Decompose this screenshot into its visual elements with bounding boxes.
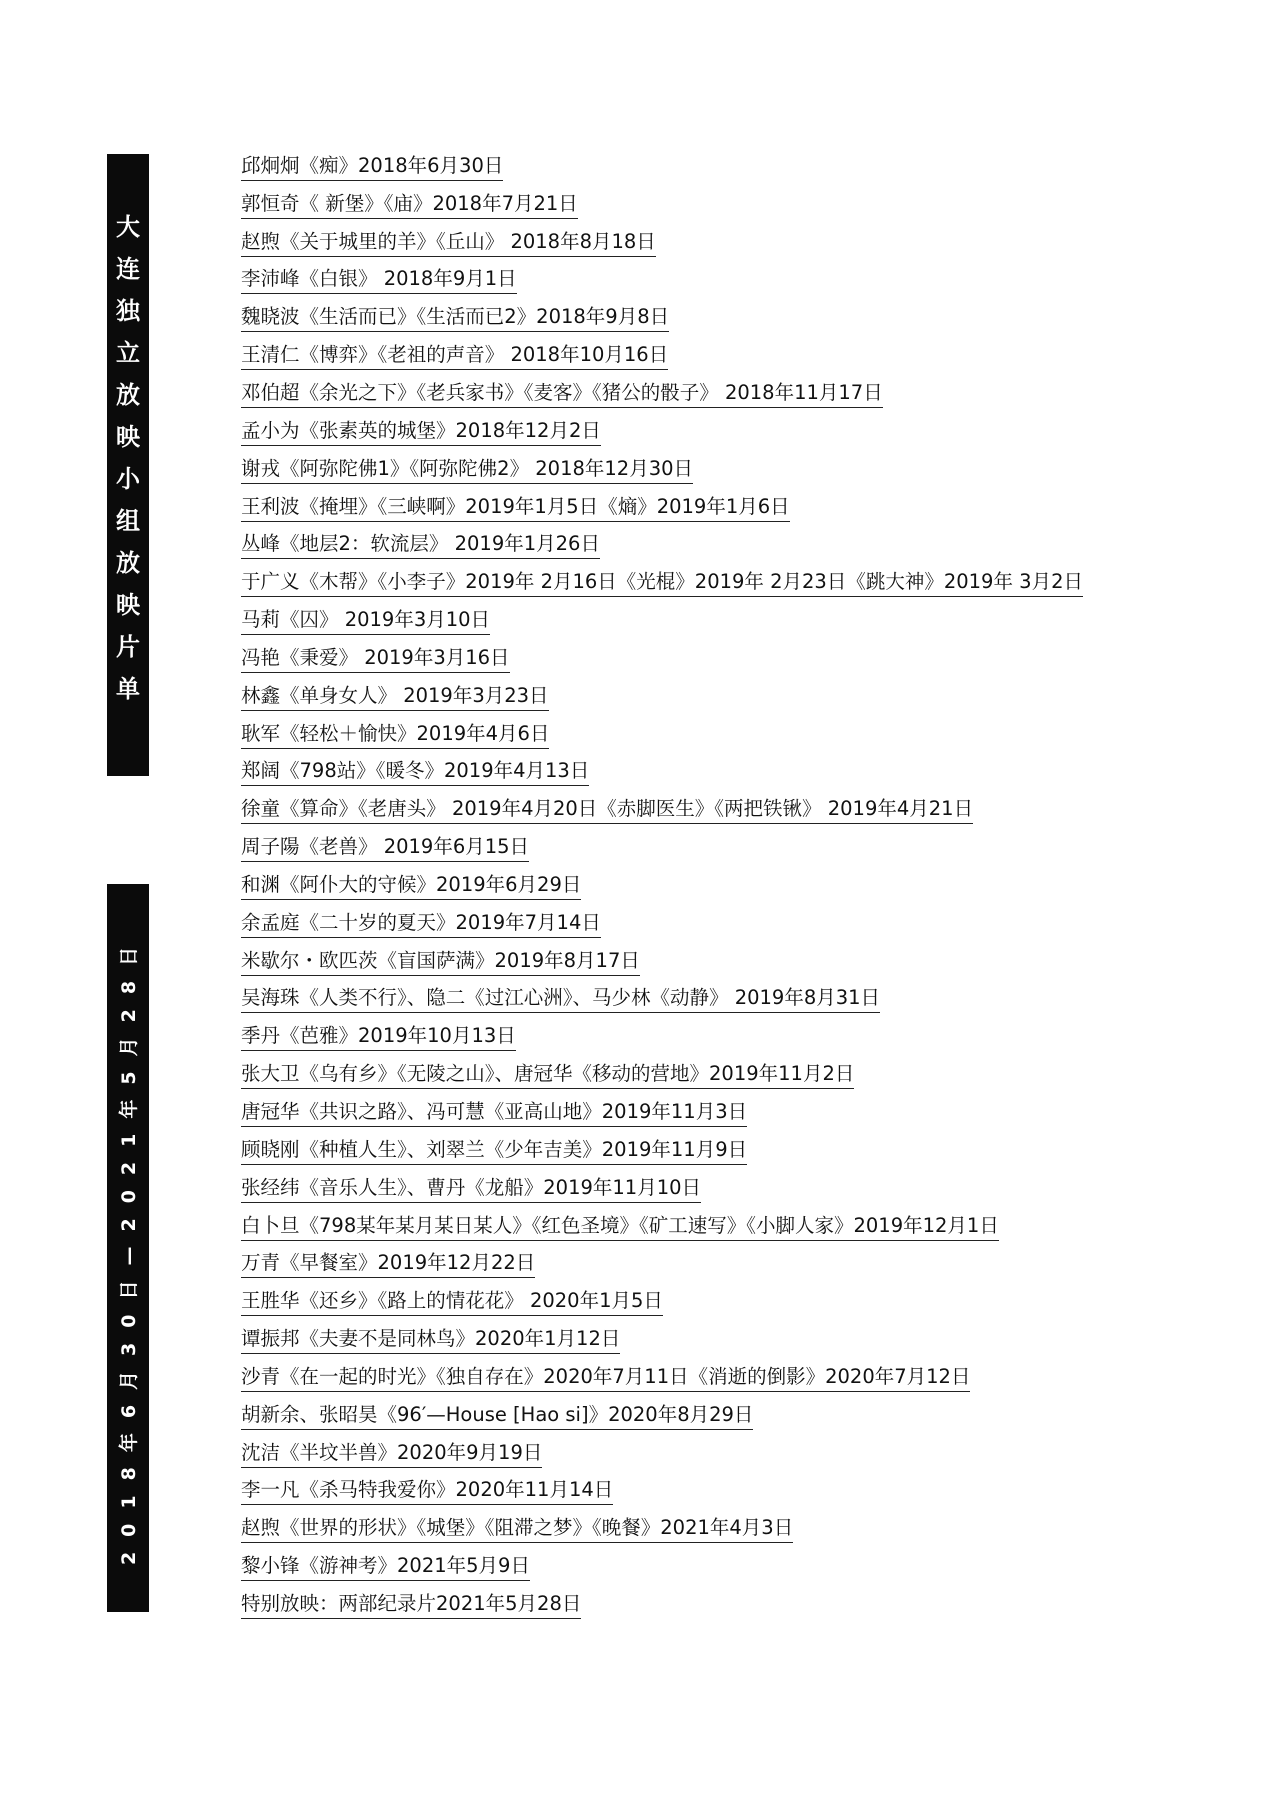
screening-item: [241, 1056, 1083, 1094]
screening-text: 赵煦《世界的形状》《城堡》《阻滞之梦》《晚餐》2021年4月3日: [241, 1515, 793, 1543]
screening-text: 徐童《算命》《老唐头》 2019年4月20日《赤脚医生》《两把铁锹》 2019年4月21日: [241, 796, 973, 824]
screening-text: 赵煦《关于城里的羊》《丘山》 2018年8月18日: [241, 229, 656, 257]
screening-text: 魏晓波《生活而已》《生活而已2》2018年9月8日: [241, 304, 669, 332]
screening-item: [241, 489, 1083, 527]
screening-item: [241, 905, 1083, 943]
screening-item: [241, 1510, 1083, 1548]
screening-text: 冯艳《秉爱》 2019年3月16日: [241, 645, 510, 673]
screening-text: 李一凡《杀马特我爱你》2020年11月14日: [241, 1477, 613, 1505]
screening-item: [241, 1548, 1083, 1586]
screening-text: 孟小为《张素英的城堡》2018年12月2日: [241, 418, 601, 446]
sidebar-date-bar: [107, 884, 149, 1612]
screening-item: [241, 526, 1083, 564]
screening-text: 邱炯炯《痴》2018年6月30日: [241, 153, 503, 181]
screening-item: [241, 981, 1083, 1019]
screening-text: 季丹《芭雅》2019年10月13日: [241, 1023, 516, 1051]
screening-text: 顾晓刚《种植人生》、刘翠兰《少年吉美》2019年11月9日: [241, 1137, 747, 1165]
screening-item: [241, 1397, 1083, 1435]
screening-item: [241, 640, 1083, 678]
sidebar-title-char: 组: [116, 507, 140, 535]
screening-text: 王清仁《博弈》《老祖的声音》 2018年10月16日: [241, 342, 668, 370]
sidebar-date-range: 2018年6月30日—2021年5月28日: [118, 931, 141, 1565]
screening-text: 周子陽《老兽》 2019年6月15日: [241, 834, 529, 862]
screening-item: [241, 262, 1083, 300]
sidebar-title-char: 映: [116, 423, 140, 451]
screening-text: 张大卫《乌有乡》《无陵之山》、唐冠华《移动的营地》2019年11月2日: [241, 1061, 854, 1089]
sidebar-title-char: 立: [116, 339, 140, 367]
screening-item: [241, 413, 1083, 451]
screening-text: 白卜旦《798某年某月某日某人》《红色圣境》《矿工速写》《小脚人家》2019年12月1日: [241, 1213, 999, 1241]
screening-item: [241, 375, 1083, 413]
screening-item: [241, 678, 1083, 716]
sidebar-title-char: 放: [116, 549, 140, 577]
screening-text: 王胜华《还乡》《路上的情花花》 2020年1月5日: [241, 1288, 663, 1316]
screening-item: [241, 829, 1083, 867]
screening-text: 谢戎《阿弥陀佛1》《阿弥陀佛2》 2018年12月30日: [241, 456, 693, 484]
screening-item: [241, 1359, 1083, 1397]
screening-text: 余孟庭《二十岁的夏天》2019年7月14日: [241, 910, 601, 938]
screening-item: [241, 1132, 1083, 1170]
screening-item: [241, 716, 1083, 754]
screening-text: 米歇尔・欧匹茨《盲国萨满》2019年8月17日: [241, 948, 640, 976]
screening-item: [241, 299, 1083, 337]
screening-text: 李沛峰《白银》 2018年9月1日: [241, 266, 517, 294]
screening-item: [241, 867, 1083, 905]
sidebar-title-char: 独: [116, 297, 140, 325]
screening-item: [241, 1321, 1083, 1359]
screening-text: 郑阔《798站》《暖冬》2019年4月13日: [241, 758, 589, 786]
screening-item: [241, 1283, 1083, 1321]
screening-item: [241, 186, 1083, 224]
sidebar-title-char: 片: [116, 633, 140, 661]
screening-text: 张经纬《音乐人生》、曹丹《龙船》2019年11月10日: [241, 1175, 701, 1203]
screening-item: [241, 224, 1083, 262]
screening-text: 丛峰《地层2：软流层》 2019年1月26日: [241, 531, 600, 559]
screening-item: [241, 1018, 1083, 1056]
screening-text: 胡新余、张昭昊《96′—House [Hao si]》2020年8月29日: [241, 1402, 753, 1430]
screening-text: 谭振邦《夫妻不是同林鸟》2020年1月12日: [241, 1326, 620, 1354]
screening-text: 沈洁《半坟半兽》2020年9月19日: [241, 1440, 542, 1468]
screening-item: [241, 148, 1083, 186]
screening-text: 特别放映：两部纪录片2021年5月28日: [241, 1591, 581, 1619]
screening-item: [241, 602, 1083, 640]
screening-item: [241, 791, 1083, 829]
screening-text: 万青《早餐室》2019年12月22日: [241, 1250, 535, 1278]
screening-text: 邓伯超《余光之下》《老兵家书》《麦客》《猪公的骰子》 2018年11月17日: [241, 380, 883, 408]
screening-item: [241, 1473, 1083, 1511]
sidebar-title-bar: [107, 154, 149, 776]
screening-text: 吴海珠《人类不行》、隐二《过江心洲》、马少林《动静》 2019年8月31日: [241, 985, 880, 1013]
screening-item: [241, 943, 1083, 981]
screening-text: 郭恒奇《 新堡》《庙》2018年7月21日: [241, 191, 578, 219]
sidebar-title-char: 单: [116, 675, 140, 703]
sidebar-title-char: 映: [116, 591, 140, 619]
screening-text: 王利波《掩埋》《三峡啊》2019年1月5日《熵》2019年1月6日: [241, 494, 790, 522]
screening-text: 于广义《木帮》《小李子》2019年 2月16日《光棍》2019年 2月23日《跳大神》2019年 3月2日: [241, 569, 1083, 597]
sidebar-title-char: 放: [116, 381, 140, 409]
screening-item: [241, 1094, 1083, 1132]
screening-text: 黎小锋《游神考》2021年5月9日: [241, 1553, 530, 1581]
sidebar-title-char: 大: [116, 213, 140, 241]
screening-list: [241, 148, 1083, 1624]
screening-text: 耿军《轻松＋愉快》2019年4月6日: [241, 721, 549, 749]
screening-item: [241, 1245, 1083, 1283]
screening-text: 沙青《在一起的时光》《独自存在》2020年7月11日《消逝的倒影》2020年7月12日: [241, 1364, 970, 1392]
screening-text: 林鑫《单身女人》 2019年3月23日: [241, 683, 549, 711]
screening-text: 和渊《阿仆大的守候》2019年6月29日: [241, 872, 581, 900]
sidebar-title-char: 小: [116, 465, 140, 493]
screening-item: [241, 337, 1083, 375]
sidebar-title-char: 连: [116, 255, 140, 283]
screening-text: 马莉《囚》 2019年3月10日: [241, 607, 490, 635]
screening-item: [241, 451, 1083, 489]
screening-item: [241, 1435, 1083, 1473]
screening-item: [241, 1170, 1083, 1208]
screening-item: [241, 1208, 1083, 1246]
screening-text: 唐冠华《共识之路》、冯可慧《亚高山地》2019年11月3日: [241, 1099, 747, 1127]
screening-item: [241, 754, 1083, 792]
screening-item: [241, 564, 1083, 602]
screening-item: [241, 1586, 1083, 1624]
